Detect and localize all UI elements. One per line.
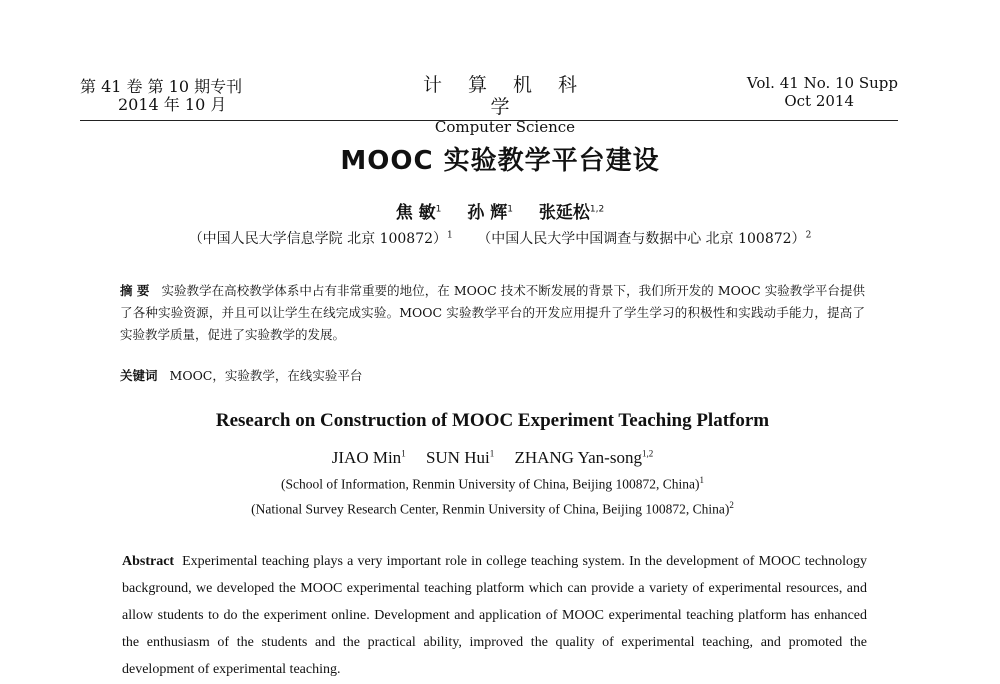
keywords-cn (120, 366, 865, 384)
header-rule (80, 120, 898, 121)
abstract-text-en: Experimental teaching plays a very important role in college teaching system. In the development of MOOC technology background, we developed the MOOC experimental teaching platform which can provide a variety of experimental resources, and allow students to do the experiment online. Development and application of MOOC experimental teaching platform has enhanced the enthusiasm of the students and the practical ability, improved the quality of experimental teaching, and promoted the development of experimental teaching. (122, 554, 867, 677)
author-cn: 焦 敏$^1$ (395, 203, 442, 223)
header-volume-cn: 第 41 卷 第 10 期专刊 (80, 77, 243, 96)
header-date-cn: 2014 年 10 月 (118, 95, 227, 114)
author-en: JIAO Min$^1$ (331, 448, 406, 467)
author-en: ZHANG Yan-song$^{1,2}$ (514, 448, 654, 467)
paper-title-en: Research on Construction of MOOC Experiment Teaching Platform (215, 410, 770, 431)
author-cn: 孙 辉$^1$ (467, 203, 513, 223)
running-header (80, 74, 898, 136)
abstract-text-cn: 实验教学在高校教学体系中占有非常重要的地位，在 MOOC 技术不断发展的背景下，我们所开发的 MOOC 实验教学平台提供了各种实验资源，并且可以让学生在线完成实验。MOOC 实验教学平台的开发应用提升了学生学习的积极性和实践动手能力，提高了实验教学质量，促进了实验教学的发展。 (120, 283, 865, 342)
abstract-cn (120, 280, 865, 346)
journal-name (420, 74, 590, 136)
author-cn: 张延松$^{1,2}$ (538, 203, 605, 223)
header-date-en: Oct 2014 (784, 92, 854, 110)
affiliation-cn: （中国人民大学中国调查与数据中心 北京 100872）$^2$ (477, 230, 812, 247)
author-en: SUN Hui$^1$ (425, 448, 495, 467)
paper-title-cn: MOOC 实验教学平台建设 (340, 146, 660, 176)
journal-name-cn: 计 算 机 科 学 (422, 74, 588, 118)
abstract-en (122, 548, 867, 683)
author-list-en (0, 448, 985, 468)
abstract-label-en: Abstract (122, 554, 175, 569)
affiliation-en: (School of Information, Renmin University of China, Beijing 100872, China)$^1$ (281, 475, 704, 492)
affiliation-en: (National Survey Research Center, Renmin University of China, Beijing 100872, China)$^2$ (251, 500, 734, 517)
header-right (747, 74, 898, 110)
abstract-label-cn: 摘 要 (120, 283, 150, 298)
author-list-cn (0, 198, 1000, 223)
journal-name-en: Computer Science (434, 118, 576, 136)
affiliation-cn: （中国人民大学信息学院 北京 100872）$^1$ (188, 230, 453, 247)
header-left (80, 78, 242, 114)
affiliations-cn (0, 228, 1000, 248)
keywords-label-cn: 关键词 (120, 368, 158, 383)
keywords-text-cn: MOOC，实验教学，在线实验平台 (169, 368, 363, 383)
header-volume-en: Vol. 41 No. 10 Supp (746, 74, 898, 92)
